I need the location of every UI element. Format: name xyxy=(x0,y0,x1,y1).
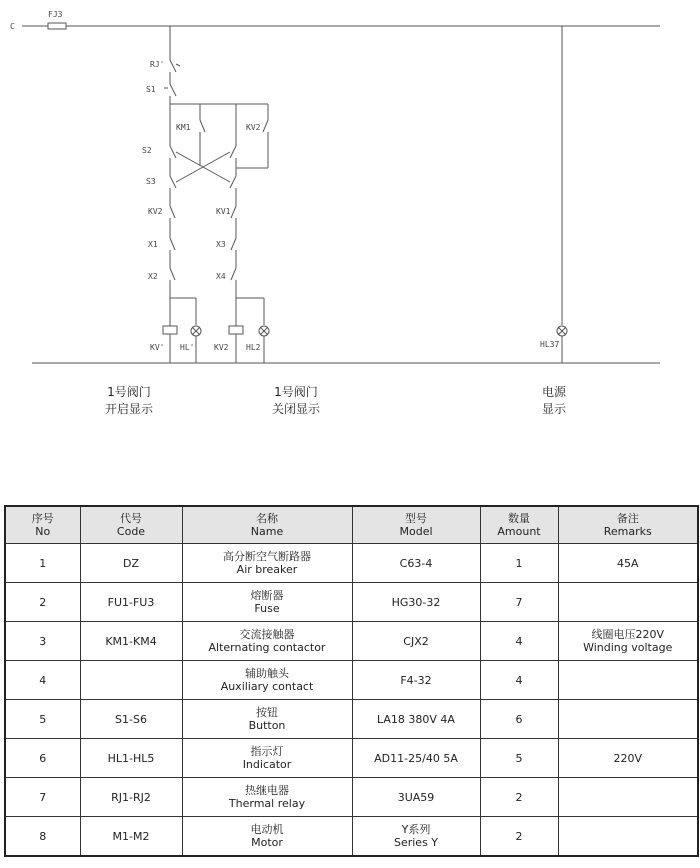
table-row xyxy=(5,700,698,739)
cell-no: 5 xyxy=(5,700,80,739)
header-model: 型号 Model xyxy=(352,506,480,544)
kv1-coil-label: KV' xyxy=(150,343,165,352)
x3-label: X3 xyxy=(216,240,226,249)
fuse-fj3-symbol xyxy=(48,23,66,29)
cell-remarks xyxy=(558,778,698,817)
cell-name: 按钮 Button xyxy=(182,700,352,739)
fuse-label: FJ3 xyxy=(48,10,63,19)
cell-model: F4-32 xyxy=(352,661,480,700)
table-row xyxy=(5,544,698,583)
cell-amount: 4 xyxy=(480,661,558,700)
cell-remarks: 45A xyxy=(558,544,698,583)
header-no: 序号 No xyxy=(5,506,80,544)
cell-remarks xyxy=(558,700,698,739)
table-row xyxy=(5,739,698,778)
kv2-coil-symbol xyxy=(229,326,243,334)
table-header-row xyxy=(5,506,698,544)
cell-amount: 5 xyxy=(480,739,558,778)
cell-remarks: 220V xyxy=(558,739,698,778)
kv2-coil-label: KV2 xyxy=(214,343,229,352)
table-row xyxy=(5,622,698,661)
cell-name: 电动机 Motor xyxy=(182,817,352,857)
cell-model: AD11-25/40 5A xyxy=(352,739,480,778)
cell-amount: 7 xyxy=(480,583,558,622)
cell-remarks: 线圈电压220V Winding voltage xyxy=(558,622,698,661)
cell-code: HL1-HL5 xyxy=(80,739,182,778)
cell-remarks xyxy=(558,817,698,857)
cell-model: C63-4 xyxy=(352,544,480,583)
cell-amount: 1 xyxy=(480,544,558,583)
header-code: 代号 Code xyxy=(80,506,182,544)
kv2-contact-label: KV2 xyxy=(246,123,261,132)
component-table xyxy=(4,505,699,857)
cell-code: FU1-FU3 xyxy=(80,583,182,622)
s1-label: S1 xyxy=(146,85,156,94)
cell-code: S1-S6 xyxy=(80,700,182,739)
kv1-coil-symbol xyxy=(163,326,177,334)
cell-amount: 2 xyxy=(480,817,558,857)
caption-valve-open xyxy=(97,384,161,418)
cell-name: 熔断器 Fuse xyxy=(182,583,352,622)
cell-no: 8 xyxy=(5,817,80,857)
header-remarks: 备注 Remarks xyxy=(558,506,698,544)
cell-name: 指示灯 Indicator xyxy=(182,739,352,778)
cell-amount: 4 xyxy=(480,622,558,661)
hl3-label: HL37 xyxy=(540,340,560,349)
cell-model: HG30-32 xyxy=(352,583,480,622)
x2-label: X2 xyxy=(148,272,158,281)
caption-line: 显示 xyxy=(541,402,566,416)
phase-c-label: C xyxy=(10,22,15,31)
header-name: 名称 Name xyxy=(182,506,352,544)
caption-line: 1号阀门 xyxy=(274,385,318,399)
km1-label: KM1 xyxy=(176,123,191,132)
cell-name: 辅助触头 Auxiliary contact xyxy=(182,661,352,700)
s2-label: S2 xyxy=(142,146,152,155)
cell-no: 7 xyxy=(5,778,80,817)
cell-amount: 2 xyxy=(480,778,558,817)
kv2-interlock-label: KV2 xyxy=(148,207,163,216)
cell-no: 4 xyxy=(5,661,80,700)
caption-line: 开启显示 xyxy=(104,402,153,416)
cell-remarks xyxy=(558,583,698,622)
caption-valve-close xyxy=(264,384,328,418)
cell-no: 3 xyxy=(5,622,80,661)
cell-name: 交流接触器 Alternating contactor xyxy=(182,622,352,661)
cell-code xyxy=(80,661,182,700)
table-row xyxy=(5,661,698,700)
header-amount: 数量 Amount xyxy=(480,506,558,544)
x1-label: X1 xyxy=(148,240,158,249)
caption-line: 1号阀门 xyxy=(107,385,151,399)
cell-no: 1 xyxy=(5,544,80,583)
x4-label: X4 xyxy=(216,272,226,281)
cell-model: CJX2 xyxy=(352,622,480,661)
cell-model: 3UA59 xyxy=(352,778,480,817)
table-row xyxy=(5,778,698,817)
caption-line: 电源 xyxy=(541,385,566,399)
rj-label: RJ' xyxy=(150,60,165,69)
s3-label: S3 xyxy=(146,177,156,186)
cell-model: Y系列 Series Y xyxy=(352,817,480,857)
caption-line: 关闭显示 xyxy=(271,402,320,416)
cell-remarks xyxy=(558,661,698,700)
cell-model: LA18 380V 4A xyxy=(352,700,480,739)
cell-name: 高分断空气断路器 Air breaker xyxy=(182,544,352,583)
cell-code: KM1-KM4 xyxy=(80,622,182,661)
kv1-interlock-label: KV1 xyxy=(216,207,231,216)
cell-amount: 6 xyxy=(480,700,558,739)
cell-name: 热继电器 Thermal relay xyxy=(182,778,352,817)
table-row xyxy=(5,817,698,857)
cell-no: 6 xyxy=(5,739,80,778)
cell-code: RJ1-RJ2 xyxy=(80,778,182,817)
cell-code: DZ xyxy=(80,544,182,583)
caption-power xyxy=(530,384,578,418)
hl2-label: HL2 xyxy=(246,343,261,352)
table-row xyxy=(5,583,698,622)
cell-code: M1-M2 xyxy=(80,817,182,857)
hl1-label: HL' xyxy=(180,343,195,352)
cell-no: 2 xyxy=(5,583,80,622)
